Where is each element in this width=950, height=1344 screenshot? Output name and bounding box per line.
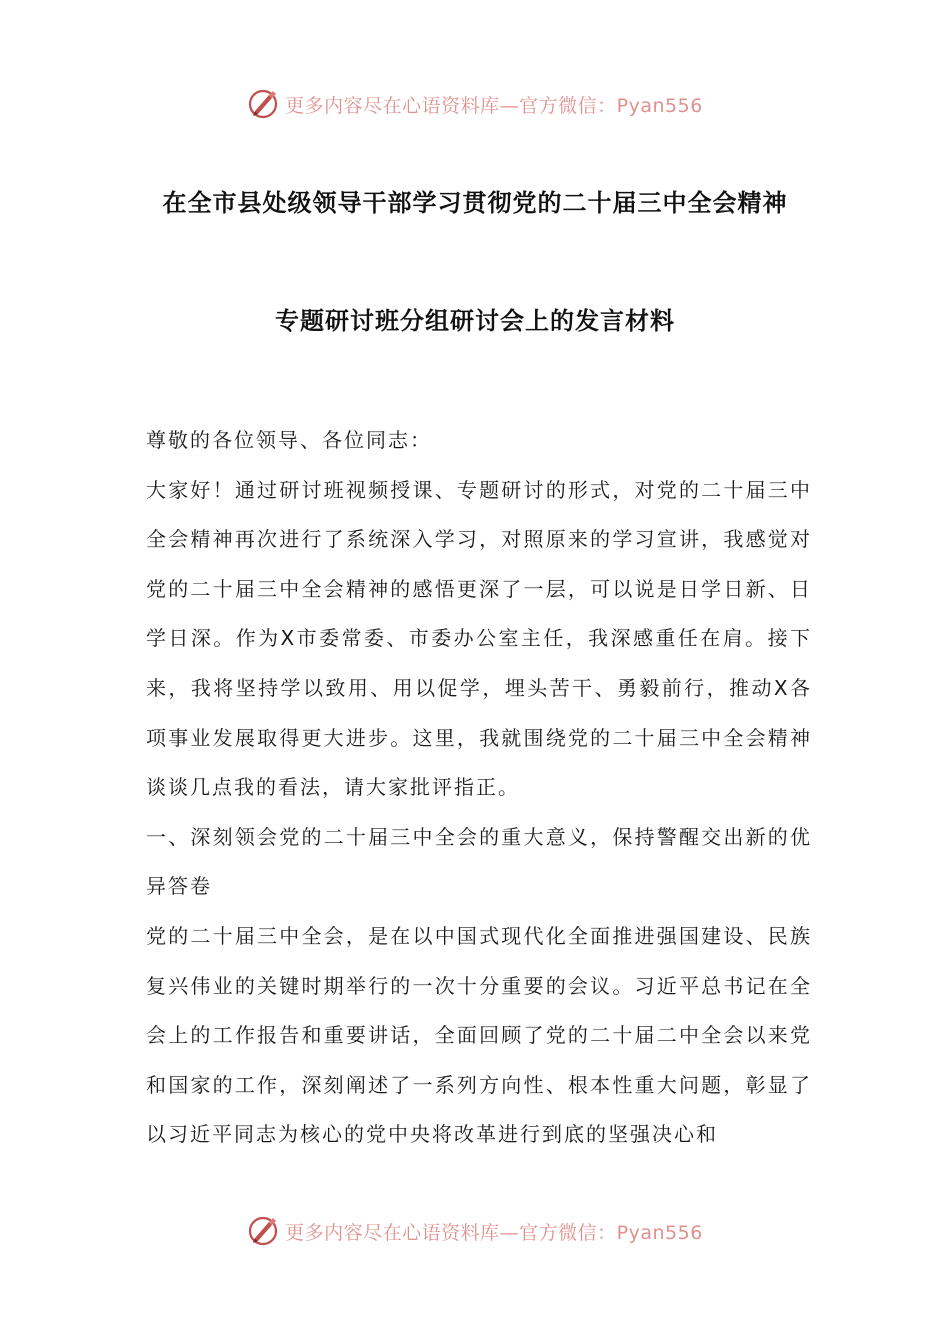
section-heading-1: 一、深刻领会党的二十届三中全会的重大意义，保持警醒交出新的优异答卷 xyxy=(146,824,812,899)
document-body xyxy=(146,416,812,1160)
document-title-line1: 在全市县处级领导干部学习贯彻党的二十届三中全会精神 xyxy=(162,189,788,217)
watermark-text xyxy=(285,91,703,118)
header-watermark xyxy=(0,84,950,124)
document-title-line2: 专题研讨班分组研讨会上的发言材料 xyxy=(275,307,675,335)
paragraph-intro: 大家好！通过研讨班视频授课、专题研讨的形式，对党的二十届三中全会精神再次进行了系统深入学习，对照原来的学习宣讲，我感觉对党的二十届三中全会精神的感悟更深了一层，可以说是日学日新、日学日深。作为X市委常委、市委办公室主任，我深感重任在肩。接下来，我将坚持学以致用、用以促学，埋头苦干、勇毅前行，推动X各项事业发展取得更大进步。这里，我就围绕党的二十届三中全会精神谈谈几点我的看法，请大家批评指正。 xyxy=(146,477,812,800)
watermark-site-text: 更多内容尽在心语资料库—官方微信： xyxy=(285,94,617,117)
salutation: 尊敬的各位领导、各位同志： xyxy=(146,428,432,452)
pen-circle-icon xyxy=(247,87,281,121)
watermark-wechat-id: Pyan556 xyxy=(616,1221,703,1244)
watermark-text xyxy=(285,1218,703,1245)
pen-circle-icon xyxy=(247,1214,281,1248)
footer-watermark xyxy=(0,1211,950,1251)
watermark-wechat-id: Pyan556 xyxy=(616,94,703,117)
watermark-site-text: 更多内容尽在心语资料库—官方微信： xyxy=(285,1221,617,1244)
paragraph-section-1: 党的二十届三中全会，是在以中国式现代化全面推进强国建设、民族复兴伟业的关键时期举行的一次十分重要的会议。习近平总书记在全会上的工作报告和重要讲话，全面回顾了党的二十届二中全会以来党和国家的工作，深刻阐述了一系列方向性、根本性重大问题，彰显了以习近平同志为核心的党中央将改革进行到底的坚强决心和 xyxy=(146,923,812,1147)
